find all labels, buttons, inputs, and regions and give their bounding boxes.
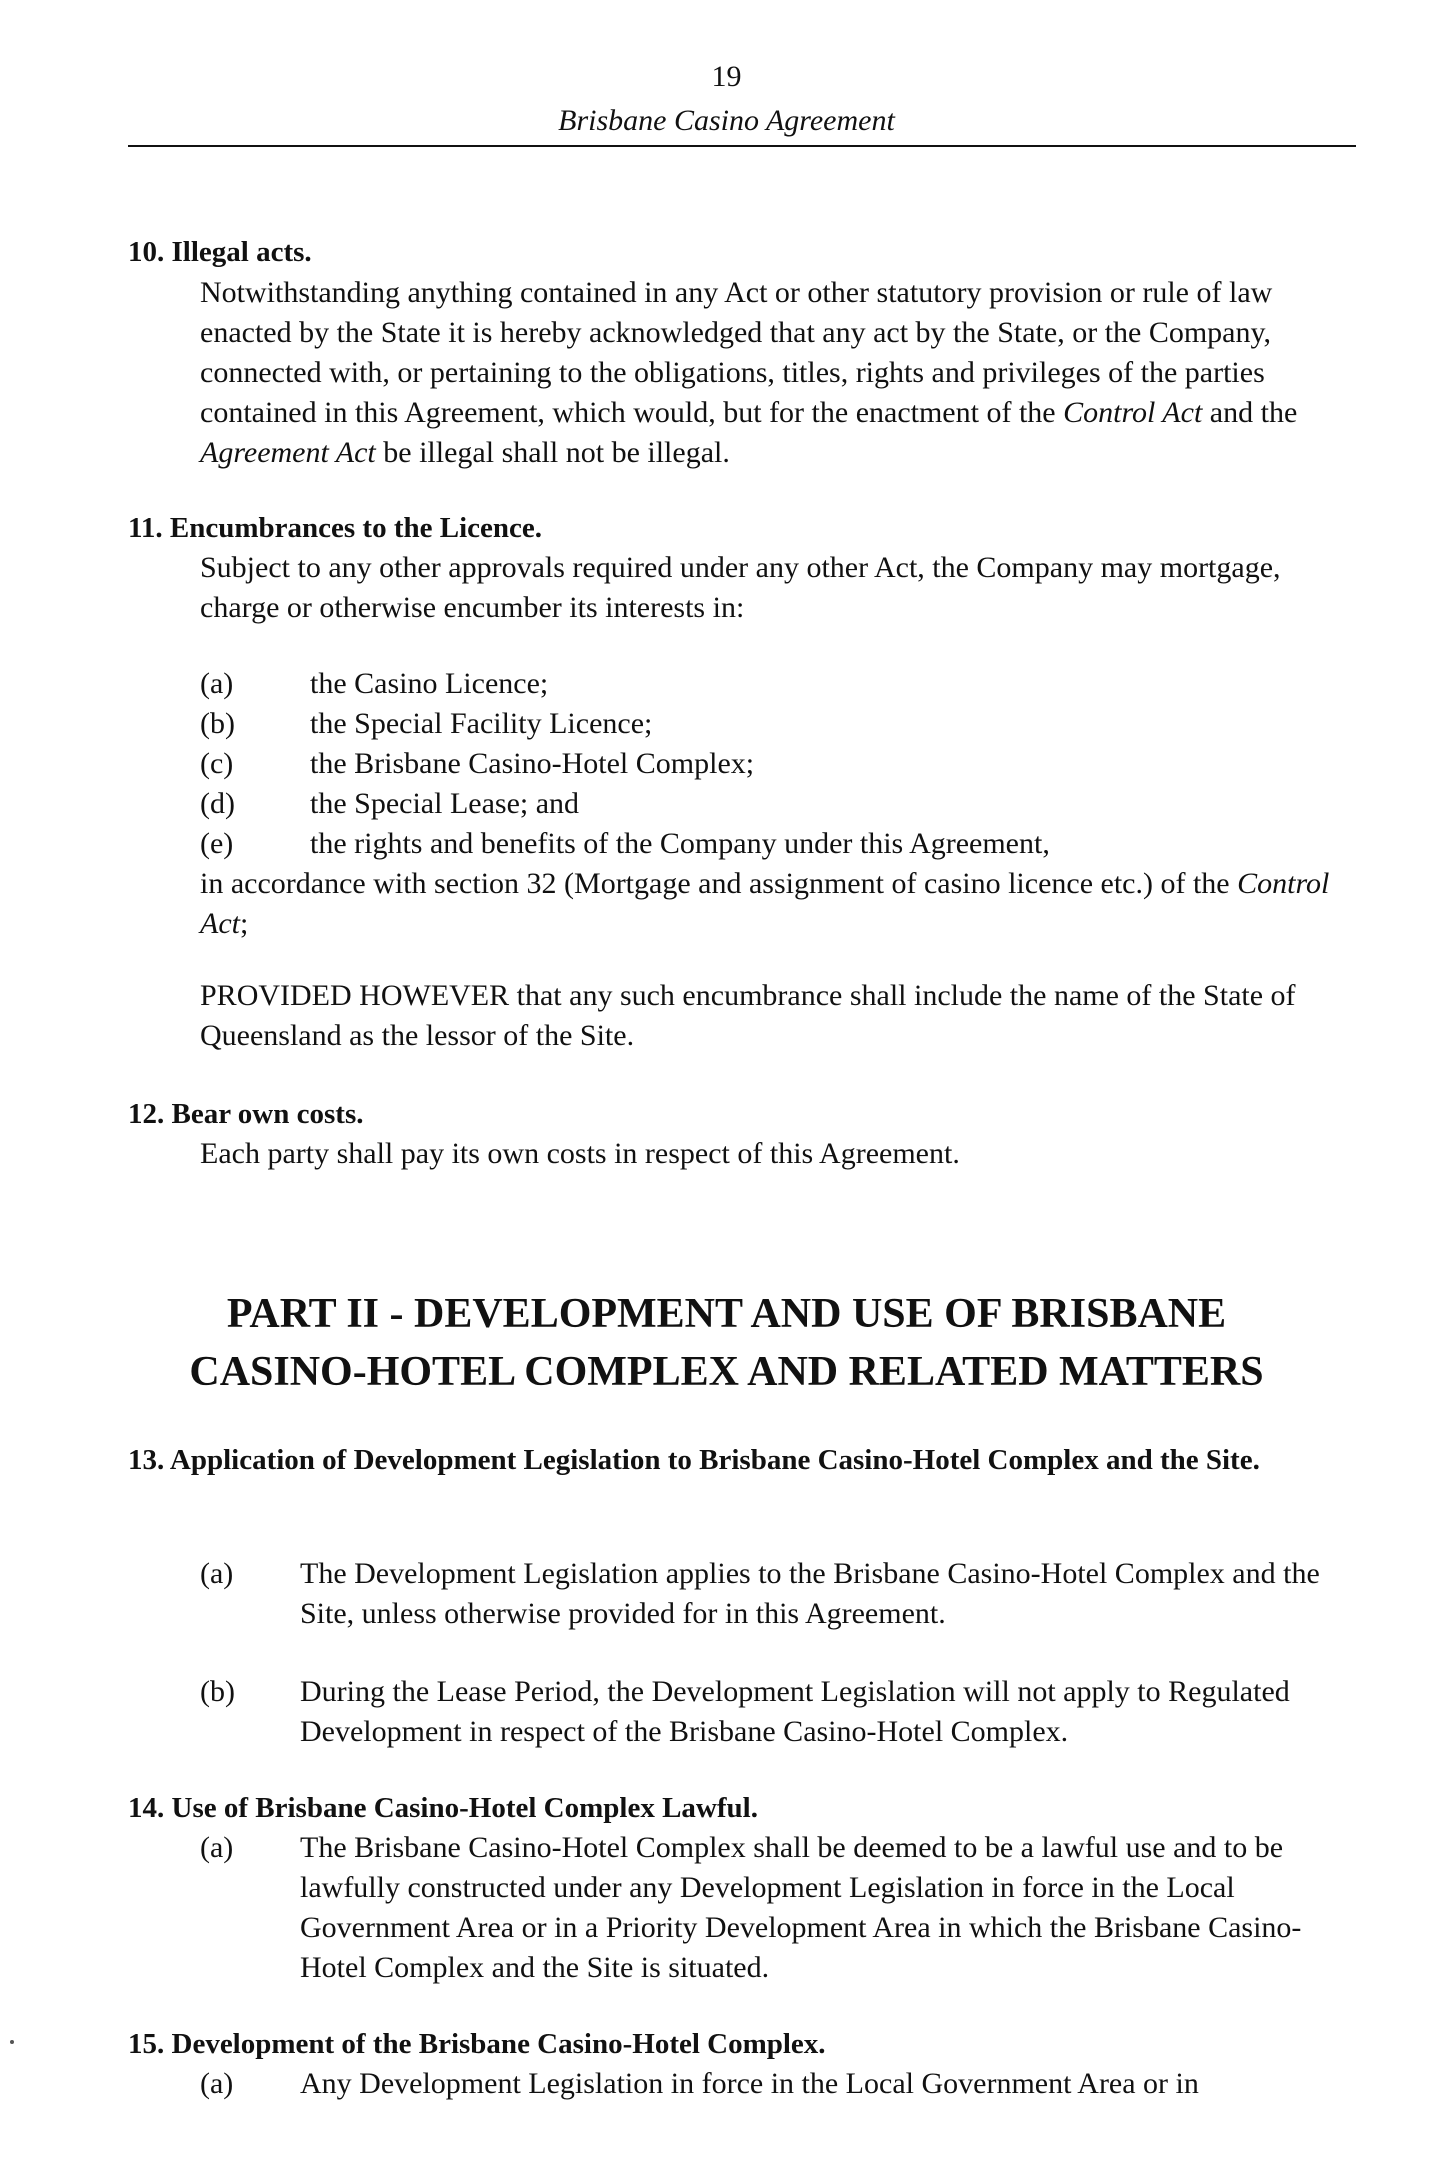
section-11-item-e-text: the rights and benefits of the Company under this Agreement, (310, 827, 1050, 860)
section-13-item-b-text: During the Lease Period, the Development Legislation will not apply to Regulated Development in respect of the Brisbane Casino-Hotel Complex. (300, 1675, 1290, 1748)
section-10-text-3: be illegal shall not be illegal. (375, 436, 730, 469)
section-12-body: Each party shall pay its own costs in respect of this Agreement. (200, 1137, 960, 1170)
section-11-item-e-label: (e) (200, 827, 234, 860)
section-11-intro: Subject to any other approvals required under any other Act, the Company may mortgage, charge or otherwise encumber its interests in: (200, 551, 1281, 624)
section-10-text-2: and the (1202, 396, 1298, 429)
section-13-item-a-text: The Development Legislation applies to the Brisbane Casino-Hotel Complex and the Site, unless otherwise provided for in this Agreement. (300, 1557, 1320, 1630)
section-11-item-a-label: (a) (200, 667, 234, 700)
section-11-heading: 11. Encumbrances to the Licence. (128, 512, 543, 544)
section-15-item-a-text: Any Development Legislation in force in the Local Government Area or in (300, 2067, 1199, 2100)
section-15-heading: 15. Development of the Brisbane Casino-Hotel Complex. (128, 2028, 826, 2060)
section-10-heading: 10. Illegal acts. (128, 236, 312, 268)
section-11-after-text-2: ; (239, 907, 249, 940)
control-act-ref-2: Control Act (200, 867, 1330, 940)
section-13-item-a-label: (a) (200, 1557, 234, 1590)
section-12-heading: 12. Bear own costs. (128, 1098, 364, 1130)
section-11-item-c-text: the Brisbane Casino-Hotel Complex; (310, 747, 755, 780)
section-11-proviso: PROVIDED HOWEVER that any such encumbrance shall include the name of the State of Queensland as the lessor of the Site. (200, 979, 1296, 1052)
section-11-after-text-1: in accordance with section 32 (Mortgage and assignment of casino licence etc.) of the (200, 867, 1238, 900)
section-11-item-b-text: the Special Facility Licence; (310, 707, 653, 740)
part-2-heading-line-1: PART II - DEVELOPMENT AND USE OF BRISBANE (226, 1291, 1227, 1337)
section-11-after-items (200, 864, 1340, 944)
section-10-body (200, 273, 1340, 473)
section-11-item-b-label: (b) (200, 707, 235, 740)
section-14-item-a-text: The Brisbane Casino-Hotel Complex shall be deemed to be a lawful use and to be lawfully constructed under any Development Legislation in force in the Local Government Area or in a Priority Development Area in which the Brisbane Casino-Hotel Complex and the Site is situated. (300, 1831, 1302, 1984)
section-11-item-a-text: the Casino Licence; (310, 667, 549, 700)
running-title: Brisbane Casino Agreement (558, 104, 895, 137)
section-13-item-b-label: (b) (200, 1675, 235, 1708)
part-2-heading (0, 1285, 1453, 1401)
section-11-item-c-label: (c) (200, 747, 234, 780)
scan-speck (10, 2040, 14, 2044)
section-10-text-1: Notwithstanding anything contained in any Act or other statutory provision or rule of law enacted by the State it is hereby acknowledged that any act by the State, or the Company, connected with, or pertaining to the obligations, titles, rights and privileges of the parties contained in this Agreement, which would, but for the enactment of the (200, 276, 1273, 429)
agreement-act-ref: Agreement Act (200, 436, 376, 469)
page-number: 19 (711, 60, 742, 93)
header-rule (128, 145, 1356, 147)
section-14-item-a-label: (a) (200, 1831, 234, 1864)
section-15-item-a-label: (a) (200, 2067, 234, 2100)
part-2-heading-line-2: CASINO-HOTEL COMPLEX AND RELATED MATTERS (189, 1349, 1264, 1395)
control-act-ref: Control Act (1063, 396, 1203, 429)
section-11-item-d-label: (d) (200, 787, 235, 820)
section-14-heading: 14. Use of Brisbane Casino-Hotel Complex Lawful. (128, 1792, 758, 1824)
section-13-heading: 13. Application of Development Legislation to Brisbane Casino-Hotel Complex and the Site. (128, 1444, 1260, 1476)
section-11-item-d-text: the Special Lease; and (310, 787, 580, 820)
